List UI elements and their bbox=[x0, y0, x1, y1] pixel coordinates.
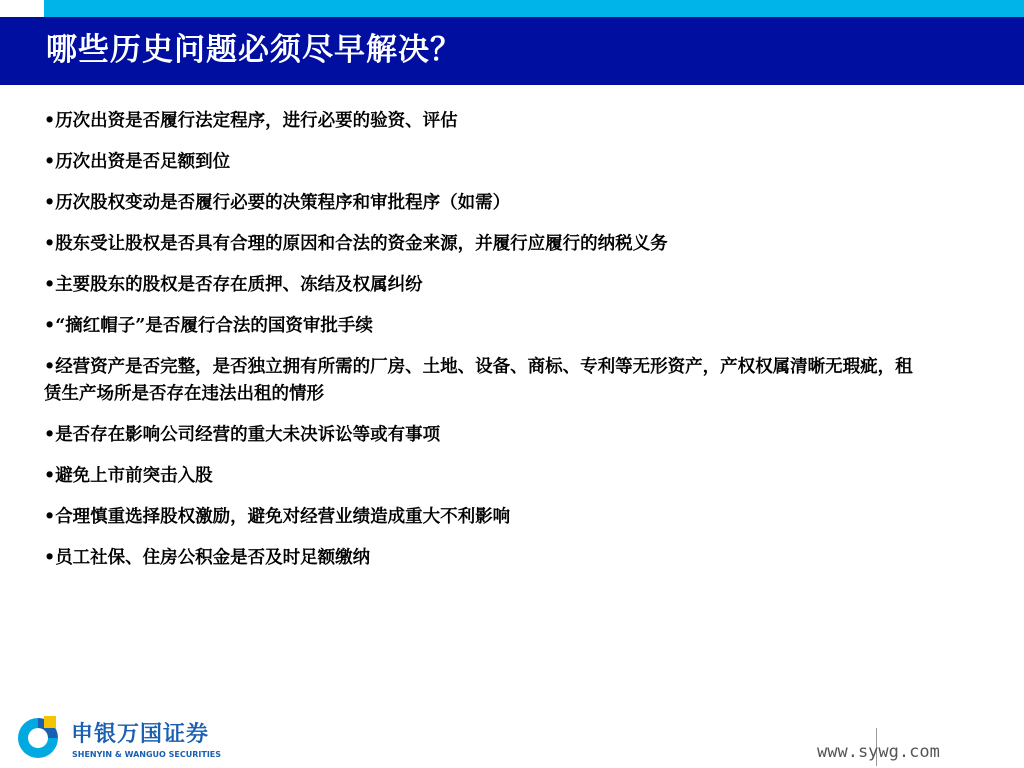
bullet-item bbox=[44, 313, 914, 340]
slide-title: 哪些历史问题必须尽早解决？ bbox=[46, 32, 462, 68]
bullet-item bbox=[44, 231, 914, 258]
bullet-item bbox=[44, 504, 914, 531]
bullet-item bbox=[44, 190, 914, 217]
bullet-item bbox=[44, 272, 914, 299]
bullet-text: 股东受让股权是否具有合理的原因和合法的资金来源，并履行应履行的纳税义务 bbox=[55, 234, 668, 254]
bullet-marker: • bbox=[44, 111, 56, 131]
bullet-item bbox=[44, 354, 914, 408]
logo-subtitle: SHENYIN & WANGUO SECURITIES bbox=[72, 750, 222, 759]
bullet-text: 主要股东的股权是否存在质押、冻结及权属纠纷 bbox=[55, 275, 423, 295]
bullet-item bbox=[44, 108, 914, 135]
bullet-item bbox=[44, 149, 914, 176]
bullet-marker: • bbox=[44, 234, 56, 254]
bullet-text: “摘红帽子”是否履行合法的国资审批手续 bbox=[55, 316, 373, 336]
bullet-marker: • bbox=[44, 466, 56, 486]
bullet-text: 历次出资是否足额到位 bbox=[55, 152, 231, 172]
bullet-marker: • bbox=[44, 425, 56, 445]
top-stripe-white bbox=[0, 0, 44, 17]
bullet-text: 合理慎重选择股权激励，避免对经营业绩造成重大不利影响 bbox=[55, 507, 511, 527]
top-stripe-cyan bbox=[44, 0, 1024, 17]
shenyin-wanguo-logo-mark-icon bbox=[14, 714, 62, 762]
footer-url: www.sywg.com bbox=[817, 742, 940, 762]
bullet-text: 避免上市前突击入股 bbox=[55, 466, 213, 486]
bullet-list bbox=[44, 108, 914, 586]
bullet-item bbox=[44, 422, 914, 449]
bullet-marker: • bbox=[44, 507, 56, 527]
bullet-text: 历次股权变动是否履行必要的决策程序和审批程序（如需） bbox=[55, 193, 511, 213]
bullet-marker: • bbox=[44, 193, 56, 213]
bullet-item bbox=[44, 463, 914, 490]
bullet-text: 是否存在影响公司经营的重大未决诉讼等或有事项 bbox=[55, 425, 441, 445]
bullet-text: 历次出资是否履行法定程序，进行必要的验资、评估 bbox=[55, 111, 458, 131]
logo-name: 申银万国证券 bbox=[71, 722, 210, 747]
bullet-item bbox=[44, 545, 914, 572]
bullet-marker: • bbox=[44, 152, 56, 172]
bullet-text: 员工社保、住房公积金是否及时足额缴纳 bbox=[55, 548, 371, 568]
bullet-marker: • bbox=[44, 275, 56, 295]
company-logo bbox=[14, 714, 234, 764]
bullet-marker: • bbox=[44, 357, 56, 377]
bullet-text: 经营资产是否完整，是否独立拥有所需的厂房、土地、设备、商标、专利等无形资产，产权权属清晰无瑕疵，租赁生产场所是否存在违法出租的情形 bbox=[44, 357, 913, 404]
bullet-marker: • bbox=[44, 316, 56, 336]
bullet-marker: • bbox=[44, 548, 56, 568]
